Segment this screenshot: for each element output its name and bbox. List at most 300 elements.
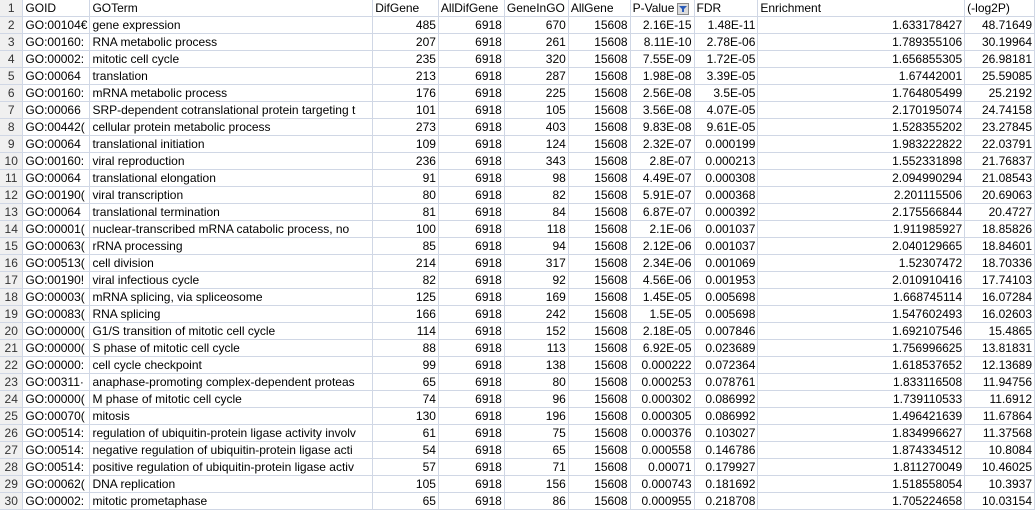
row-header[interactable]: 27	[0, 442, 23, 459]
cell-difgene[interactable]: 273	[373, 119, 439, 136]
cell-difgene[interactable]: 80	[373, 187, 439, 204]
cell-goid[interactable]: GO:00000(	[23, 391, 90, 408]
cell-p-value[interactable]: 0.000743	[630, 476, 694, 493]
column-header-enrichment[interactable]	[758, 0, 965, 17]
cell-p-value[interactable]: 8.11E-10	[630, 34, 694, 51]
cell-fdr[interactable]: 0.179927	[694, 459, 758, 476]
cell-enrichment[interactable]: 1.834996627	[758, 425, 965, 442]
cell-allgene[interactable]: 15608	[568, 357, 630, 374]
cell-goid[interactable]: GO:00064	[23, 68, 90, 85]
cell-geneingo[interactable]: 225	[504, 85, 568, 102]
cell-alldifgene[interactable]: 6918	[438, 408, 504, 425]
cell-goterm[interactable]: viral reproduction	[90, 153, 373, 170]
cell-geneingo[interactable]: 82	[504, 187, 568, 204]
cell-p-value[interactable]: 0.000222	[630, 357, 694, 374]
cell-fdr[interactable]: 0.086992	[694, 408, 758, 425]
cell-geneingo[interactable]: 124	[504, 136, 568, 153]
cell-goterm[interactable]: S phase of mitotic cell cycle	[90, 340, 373, 357]
cell-enrichment[interactable]: 1.874334512	[758, 442, 965, 459]
cell-fdr[interactable]: 0.000213	[694, 153, 758, 170]
cell-allgene[interactable]: 15608	[568, 221, 630, 238]
cell-goid[interactable]: GO:00000:	[23, 357, 90, 374]
cell-enrichment[interactable]: 2.010910416	[758, 272, 965, 289]
cell-goterm[interactable]: mitosis	[90, 408, 373, 425]
cell-goterm[interactable]: translational initiation	[90, 136, 373, 153]
cell-p-value[interactable]: 2.34E-06	[630, 255, 694, 272]
row-header[interactable]: 18	[0, 289, 23, 306]
row-header[interactable]: 26	[0, 425, 23, 442]
cell-allgene[interactable]: 15608	[568, 289, 630, 306]
cell-alldifgene[interactable]: 6918	[438, 255, 504, 272]
cell-difgene[interactable]: 100	[373, 221, 439, 238]
cell-goid[interactable]: GO:00160:	[23, 85, 90, 102]
cell-alldifgene[interactable]: 6918	[438, 357, 504, 374]
cell-goid[interactable]: GO:00160:	[23, 34, 90, 51]
cell-geneingo[interactable]: 156	[504, 476, 568, 493]
cell-goid[interactable]: GO:00514:	[23, 425, 90, 442]
cell-allgene[interactable]: 15608	[568, 34, 630, 51]
cell-geneingo[interactable]: 96	[504, 391, 568, 408]
cell-p-value[interactable]: 2.16E-15	[630, 17, 694, 34]
cell-enrichment[interactable]: 1.496421639	[758, 408, 965, 425]
cell-difgene[interactable]: 213	[373, 68, 439, 85]
cell-allgene[interactable]: 15608	[568, 136, 630, 153]
cell-geneingo[interactable]: 169	[504, 289, 568, 306]
cell-goid[interactable]: GO:00190(	[23, 187, 90, 204]
row-header[interactable]: 22	[0, 357, 23, 374]
cell-difgene[interactable]: 99	[373, 357, 439, 374]
row-header[interactable]: 7	[0, 102, 23, 119]
cell-geneingo[interactable]: 152	[504, 323, 568, 340]
cell-difgene[interactable]: 54	[373, 442, 439, 459]
cell-difgene[interactable]: 105	[373, 476, 439, 493]
cell-fdr[interactable]: 0.007846	[694, 323, 758, 340]
cell-log2p[interactable]: 21.08543	[965, 170, 1035, 187]
cell-goterm[interactable]: DNA replication	[90, 476, 373, 493]
cell-fdr[interactable]: 0.072364	[694, 357, 758, 374]
cell-log2p[interactable]: 10.46025	[965, 459, 1035, 476]
cell-log2p[interactable]: 10.8084	[965, 442, 1035, 459]
cell-alldifgene[interactable]: 6918	[438, 68, 504, 85]
cell-log2p[interactable]: 24.74158	[965, 102, 1035, 119]
cell-p-value[interactable]: 1.98E-08	[630, 68, 694, 85]
cell-alldifgene[interactable]: 6918	[438, 136, 504, 153]
cell-log2p[interactable]: 48.71649	[965, 17, 1035, 34]
cell-p-value[interactable]: 0.000558	[630, 442, 694, 459]
cell-p-value[interactable]: 4.56E-06	[630, 272, 694, 289]
cell-alldifgene[interactable]: 6918	[438, 204, 504, 221]
cell-goid[interactable]: GO:00311·	[23, 374, 90, 391]
cell-log2p[interactable]: 12.13689	[965, 357, 1035, 374]
cell-p-value[interactable]: 4.49E-07	[630, 170, 694, 187]
cell-geneingo[interactable]: 65	[504, 442, 568, 459]
cell-geneingo[interactable]: 118	[504, 221, 568, 238]
cell-geneingo[interactable]: 138	[504, 357, 568, 374]
cell-enrichment[interactable]: 2.175566844	[758, 204, 965, 221]
cell-p-value[interactable]: 7.55E-09	[630, 51, 694, 68]
cell-alldifgene[interactable]: 6918	[438, 170, 504, 187]
cell-alldifgene[interactable]: 6918	[438, 493, 504, 510]
cell-p-value[interactable]: 6.87E-07	[630, 204, 694, 221]
cell-log2p[interactable]: 18.85826	[965, 221, 1035, 238]
cell-difgene[interactable]: 125	[373, 289, 439, 306]
cell-geneingo[interactable]: 261	[504, 34, 568, 51]
cell-alldifgene[interactable]: 6918	[438, 391, 504, 408]
cell-goterm[interactable]: RNA splicing	[90, 306, 373, 323]
row-header[interactable]: 5	[0, 68, 23, 85]
cell-difgene[interactable]: 74	[373, 391, 439, 408]
row-header[interactable]: 11	[0, 170, 23, 187]
cell-p-value[interactable]: 1.45E-05	[630, 289, 694, 306]
cell-enrichment[interactable]: 1.656855305	[758, 51, 965, 68]
cell-p-value[interactable]: 2.1E-06	[630, 221, 694, 238]
cell-allgene[interactable]: 15608	[568, 85, 630, 102]
cell-geneingo[interactable]: 98	[504, 170, 568, 187]
cell-enrichment[interactable]: 1.789355106	[758, 34, 965, 51]
cell-fdr[interactable]: 3.39E-05	[694, 68, 758, 85]
cell-difgene[interactable]: 81	[373, 204, 439, 221]
cell-log2p[interactable]: 21.76837	[965, 153, 1035, 170]
cell-geneingo[interactable]: 86	[504, 493, 568, 510]
cell-alldifgene[interactable]: 6918	[438, 238, 504, 255]
cell-enrichment[interactable]: 1.547602493	[758, 306, 965, 323]
cell-enrichment[interactable]: 1.518558054	[758, 476, 965, 493]
cell-fdr[interactable]: 0.001069	[694, 255, 758, 272]
cell-log2p[interactable]: 16.07284	[965, 289, 1035, 306]
cell-goterm[interactable]: mRNA splicing, via spliceosome	[90, 289, 373, 306]
cell-log2p[interactable]: 30.19964	[965, 34, 1035, 51]
cell-enrichment[interactable]: 1.692107546	[758, 323, 965, 340]
cell-goterm[interactable]: viral transcription	[90, 187, 373, 204]
cell-log2p[interactable]: 10.03154	[965, 493, 1035, 510]
row-header[interactable]: 10	[0, 153, 23, 170]
cell-fdr[interactable]: 4.07E-05	[694, 102, 758, 119]
cell-alldifgene[interactable]: 6918	[438, 476, 504, 493]
cell-p-value[interactable]: 0.00071	[630, 459, 694, 476]
row-header[interactable]: 20	[0, 323, 23, 340]
row-header[interactable]: 4	[0, 51, 23, 68]
cell-allgene[interactable]: 15608	[568, 442, 630, 459]
cell-enrichment[interactable]: 1.528355202	[758, 119, 965, 136]
row-header[interactable]: 3	[0, 34, 23, 51]
cell-fdr[interactable]: 0.103027	[694, 425, 758, 442]
cell-p-value[interactable]: 6.92E-05	[630, 340, 694, 357]
cell-allgene[interactable]: 15608	[568, 306, 630, 323]
cell-alldifgene[interactable]: 6918	[438, 374, 504, 391]
cell-log2p[interactable]: 22.03791	[965, 136, 1035, 153]
cell-allgene[interactable]: 15608	[568, 408, 630, 425]
cell-enrichment[interactable]: 1.618537652	[758, 357, 965, 374]
cell-log2p[interactable]: 11.67864	[965, 408, 1035, 425]
cell-goterm[interactable]: anaphase-promoting complex-dependent proteas	[90, 374, 373, 391]
cell-fdr[interactable]: 0.218708	[694, 493, 758, 510]
cell-enrichment[interactable]: 1.811270049	[758, 459, 965, 476]
cell-log2p[interactable]: 23.27845	[965, 119, 1035, 136]
cell-geneingo[interactable]: 343	[504, 153, 568, 170]
column-header-goterm[interactable]	[90, 0, 373, 17]
cell-goterm[interactable]: cell division	[90, 255, 373, 272]
cell-log2p[interactable]: 16.02603	[965, 306, 1035, 323]
cell-p-value[interactable]: 0.000955	[630, 493, 694, 510]
cell-goterm[interactable]: rRNA processing	[90, 238, 373, 255]
cell-goterm[interactable]: cellular protein metabolic process	[90, 119, 373, 136]
cell-fdr[interactable]: 0.000392	[694, 204, 758, 221]
cell-alldifgene[interactable]: 6918	[438, 153, 504, 170]
cell-goid[interactable]: GO:00160:	[23, 153, 90, 170]
cell-alldifgene[interactable]: 6918	[438, 306, 504, 323]
cell-fdr[interactable]: 0.000199	[694, 136, 758, 153]
cell-enrichment[interactable]: 1.739110533	[758, 391, 965, 408]
cell-enrichment[interactable]: 1.633178427	[758, 17, 965, 34]
cell-fdr[interactable]: 0.001953	[694, 272, 758, 289]
row-header[interactable]: 1	[0, 0, 23, 17]
cell-goid[interactable]: GO:00066	[23, 102, 90, 119]
row-header[interactable]: 29	[0, 476, 23, 493]
row-header[interactable]: 28	[0, 459, 23, 476]
cell-alldifgene[interactable]: 6918	[438, 425, 504, 442]
row-header[interactable]: 6	[0, 85, 23, 102]
cell-goid[interactable]: GO:00070(	[23, 408, 90, 425]
cell-enrichment[interactable]: 2.201115506	[758, 187, 965, 204]
cell-allgene[interactable]: 15608	[568, 68, 630, 85]
cell-goid[interactable]: GO:00062(	[23, 476, 90, 493]
cell-fdr[interactable]: 0.146786	[694, 442, 758, 459]
cell-alldifgene[interactable]: 6918	[438, 34, 504, 51]
cell-p-value[interactable]: 2.12E-06	[630, 238, 694, 255]
cell-difgene[interactable]: 114	[373, 323, 439, 340]
cell-alldifgene[interactable]: 6918	[438, 119, 504, 136]
cell-alldifgene[interactable]: 6918	[438, 17, 504, 34]
cell-p-value[interactable]: 0.000302	[630, 391, 694, 408]
cell-log2p[interactable]: 13.81831	[965, 340, 1035, 357]
column-header-goid[interactable]	[23, 0, 90, 17]
row-header[interactable]: 16	[0, 255, 23, 272]
column-header-log2p[interactable]	[965, 0, 1035, 17]
cell-goterm[interactable]: mitotic cell cycle	[90, 51, 373, 68]
cell-fdr[interactable]: 0.001037	[694, 238, 758, 255]
cell-allgene[interactable]: 15608	[568, 153, 630, 170]
cell-enrichment[interactable]: 1.756996625	[758, 340, 965, 357]
row-header[interactable]: 30	[0, 493, 23, 510]
cell-p-value[interactable]: 0.000253	[630, 374, 694, 391]
row-header[interactable]: 23	[0, 374, 23, 391]
column-header-geneingo[interactable]	[504, 0, 568, 17]
row-header[interactable]: 21	[0, 340, 23, 357]
cell-log2p[interactable]: 18.84601	[965, 238, 1035, 255]
cell-goterm[interactable]: nuclear-transcribed mRNA catabolic process, no	[90, 221, 373, 238]
row-header[interactable]: 12	[0, 187, 23, 204]
cell-enrichment[interactable]: 1.833116508	[758, 374, 965, 391]
cell-goid[interactable]: GO:00083(	[23, 306, 90, 323]
cell-geneingo[interactable]: 75	[504, 425, 568, 442]
cell-allgene[interactable]: 15608	[568, 119, 630, 136]
cell-goterm[interactable]: cell cycle checkpoint	[90, 357, 373, 374]
cell-log2p[interactable]: 20.69063	[965, 187, 1035, 204]
cell-goid[interactable]: GO:00000(	[23, 340, 90, 357]
cell-fdr[interactable]: 3.5E-05	[694, 85, 758, 102]
cell-goid[interactable]: GO:00000(	[23, 323, 90, 340]
cell-enrichment[interactable]: 2.094990294	[758, 170, 965, 187]
cell-allgene[interactable]: 15608	[568, 340, 630, 357]
cell-goid[interactable]: GO:00513(	[23, 255, 90, 272]
cell-alldifgene[interactable]: 6918	[438, 323, 504, 340]
cell-goterm[interactable]: mitotic prometaphase	[90, 493, 373, 510]
cell-goterm[interactable]: translation	[90, 68, 373, 85]
cell-log2p[interactable]: 15.4865	[965, 323, 1035, 340]
cell-allgene[interactable]: 15608	[568, 493, 630, 510]
cell-fdr[interactable]: 9.61E-05	[694, 119, 758, 136]
cell-alldifgene[interactable]: 6918	[438, 85, 504, 102]
cell-p-value[interactable]: 1.5E-05	[630, 306, 694, 323]
column-header-fdr[interactable]	[694, 0, 758, 17]
cell-alldifgene[interactable]: 6918	[438, 272, 504, 289]
cell-goid[interactable]: GO:00001(	[23, 221, 90, 238]
cell-allgene[interactable]: 15608	[568, 17, 630, 34]
cell-goterm[interactable]: RNA metabolic process	[90, 34, 373, 51]
cell-geneingo[interactable]: 320	[504, 51, 568, 68]
cell-allgene[interactable]: 15608	[568, 170, 630, 187]
row-header[interactable]: 25	[0, 408, 23, 425]
cell-goterm[interactable]: G1/S transition of mitotic cell cycle	[90, 323, 373, 340]
cell-log2p[interactable]: 10.3937	[965, 476, 1035, 493]
cell-goterm[interactable]: negative regulation of ubiquitin-protein ligase acti	[90, 442, 373, 459]
cell-p-value[interactable]: 2.56E-08	[630, 85, 694, 102]
cell-fdr[interactable]: 0.000308	[694, 170, 758, 187]
cell-difgene[interactable]: 236	[373, 153, 439, 170]
cell-fdr[interactable]: 0.181692	[694, 476, 758, 493]
cell-p-value[interactable]: 9.83E-08	[630, 119, 694, 136]
row-header[interactable]: 13	[0, 204, 23, 221]
cell-log2p[interactable]: 17.74103	[965, 272, 1035, 289]
cell-goid[interactable]: GO:00442(	[23, 119, 90, 136]
cell-goterm[interactable]: translational elongation	[90, 170, 373, 187]
cell-difgene[interactable]: 166	[373, 306, 439, 323]
column-header-alldifgene[interactable]	[438, 0, 504, 17]
cell-difgene[interactable]: 109	[373, 136, 439, 153]
column-header-allgene[interactable]	[568, 0, 630, 17]
cell-log2p[interactable]: 20.4727	[965, 204, 1035, 221]
cell-fdr[interactable]: 0.005698	[694, 289, 758, 306]
cell-geneingo[interactable]: 242	[504, 306, 568, 323]
cell-alldifgene[interactable]: 6918	[438, 442, 504, 459]
cell-difgene[interactable]: 85	[373, 238, 439, 255]
cell-difgene[interactable]: 65	[373, 374, 439, 391]
cell-goterm[interactable]: viral infectious cycle	[90, 272, 373, 289]
cell-enrichment[interactable]: 1.67442001	[758, 68, 965, 85]
cell-enrichment[interactable]: 2.040129665	[758, 238, 965, 255]
cell-alldifgene[interactable]: 6918	[438, 459, 504, 476]
cell-goterm[interactable]: M phase of mitotic cell cycle	[90, 391, 373, 408]
cell-fdr[interactable]: 0.001037	[694, 221, 758, 238]
cell-difgene[interactable]: 101	[373, 102, 439, 119]
cell-goid[interactable]: GO:00002:	[23, 493, 90, 510]
cell-fdr[interactable]: 0.078761	[694, 374, 758, 391]
cell-p-value[interactable]: 2.32E-07	[630, 136, 694, 153]
cell-alldifgene[interactable]: 6918	[438, 187, 504, 204]
cell-goterm[interactable]: positive regulation of ubiquitin-protein ligase activ	[90, 459, 373, 476]
cell-alldifgene[interactable]: 6918	[438, 51, 504, 68]
cell-allgene[interactable]: 15608	[568, 391, 630, 408]
cell-geneingo[interactable]: 670	[504, 17, 568, 34]
cell-allgene[interactable]: 15608	[568, 459, 630, 476]
cell-allgene[interactable]: 15608	[568, 323, 630, 340]
cell-enrichment[interactable]: 1.983222822	[758, 136, 965, 153]
cell-geneingo[interactable]: 113	[504, 340, 568, 357]
column-header-p-value[interactable]	[630, 0, 694, 17]
cell-allgene[interactable]: 15608	[568, 51, 630, 68]
cell-log2p[interactable]: 25.2192	[965, 85, 1035, 102]
row-header[interactable]: 15	[0, 238, 23, 255]
cell-difgene[interactable]: 57	[373, 459, 439, 476]
cell-alldifgene[interactable]: 6918	[438, 221, 504, 238]
cell-log2p[interactable]: 26.98181	[965, 51, 1035, 68]
cell-allgene[interactable]: 15608	[568, 187, 630, 204]
cell-p-value[interactable]: 5.91E-07	[630, 187, 694, 204]
row-header[interactable]: 19	[0, 306, 23, 323]
cell-goid[interactable]: GO:00064	[23, 170, 90, 187]
cell-goid[interactable]: GO:00514:	[23, 459, 90, 476]
cell-goid[interactable]: GO:00064	[23, 204, 90, 221]
cell-enrichment[interactable]: 1.764805499	[758, 85, 965, 102]
cell-goid[interactable]: GO:00190!	[23, 272, 90, 289]
cell-fdr[interactable]: 1.48E-11	[694, 17, 758, 34]
row-header[interactable]: 8	[0, 119, 23, 136]
cell-geneingo[interactable]: 196	[504, 408, 568, 425]
cell-difgene[interactable]: 82	[373, 272, 439, 289]
cell-fdr[interactable]: 0.005698	[694, 306, 758, 323]
cell-p-value[interactable]: 2.8E-07	[630, 153, 694, 170]
cell-geneingo[interactable]: 287	[504, 68, 568, 85]
cell-goid[interactable]: GO:00064	[23, 136, 90, 153]
filter-dropdown-icon[interactable]	[677, 3, 689, 15]
cell-geneingo[interactable]: 80	[504, 374, 568, 391]
cell-goterm[interactable]: translational termination	[90, 204, 373, 221]
cell-log2p[interactable]: 18.70336	[965, 255, 1035, 272]
cell-fdr[interactable]: 2.78E-06	[694, 34, 758, 51]
row-header[interactable]: 2	[0, 17, 23, 34]
cell-allgene[interactable]: 15608	[568, 476, 630, 493]
cell-fdr[interactable]: 0.000368	[694, 187, 758, 204]
cell-fdr[interactable]: 1.72E-05	[694, 51, 758, 68]
cell-p-value[interactable]: 2.18E-05	[630, 323, 694, 340]
cell-goid[interactable]: GO:00003(	[23, 289, 90, 306]
cell-log2p[interactable]: 11.37568	[965, 425, 1035, 442]
cell-geneingo[interactable]: 403	[504, 119, 568, 136]
cell-enrichment[interactable]: 1.552331898	[758, 153, 965, 170]
cell-difgene[interactable]: 207	[373, 34, 439, 51]
cell-fdr[interactable]: 0.023689	[694, 340, 758, 357]
cell-goid[interactable]: GO:00002:	[23, 51, 90, 68]
cell-enrichment[interactable]: 1.911985927	[758, 221, 965, 238]
cell-geneingo[interactable]: 105	[504, 102, 568, 119]
cell-alldifgene[interactable]: 6918	[438, 289, 504, 306]
cell-goterm[interactable]: regulation of ubiquitin-protein ligase activity involv	[90, 425, 373, 442]
cell-enrichment[interactable]: 2.170195074	[758, 102, 965, 119]
cell-goid[interactable]: GO:00063(	[23, 238, 90, 255]
cell-alldifgene[interactable]: 6918	[438, 340, 504, 357]
cell-geneingo[interactable]: 84	[504, 204, 568, 221]
cell-log2p[interactable]: 25.59085	[965, 68, 1035, 85]
cell-difgene[interactable]: 176	[373, 85, 439, 102]
cell-p-value[interactable]: 0.000376	[630, 425, 694, 442]
cell-allgene[interactable]: 15608	[568, 102, 630, 119]
cell-difgene[interactable]: 214	[373, 255, 439, 272]
cell-difgene[interactable]: 88	[373, 340, 439, 357]
cell-enrichment[interactable]: 1.668745114	[758, 289, 965, 306]
cell-difgene[interactable]: 235	[373, 51, 439, 68]
cell-allgene[interactable]: 15608	[568, 204, 630, 221]
cell-allgene[interactable]: 15608	[568, 238, 630, 255]
